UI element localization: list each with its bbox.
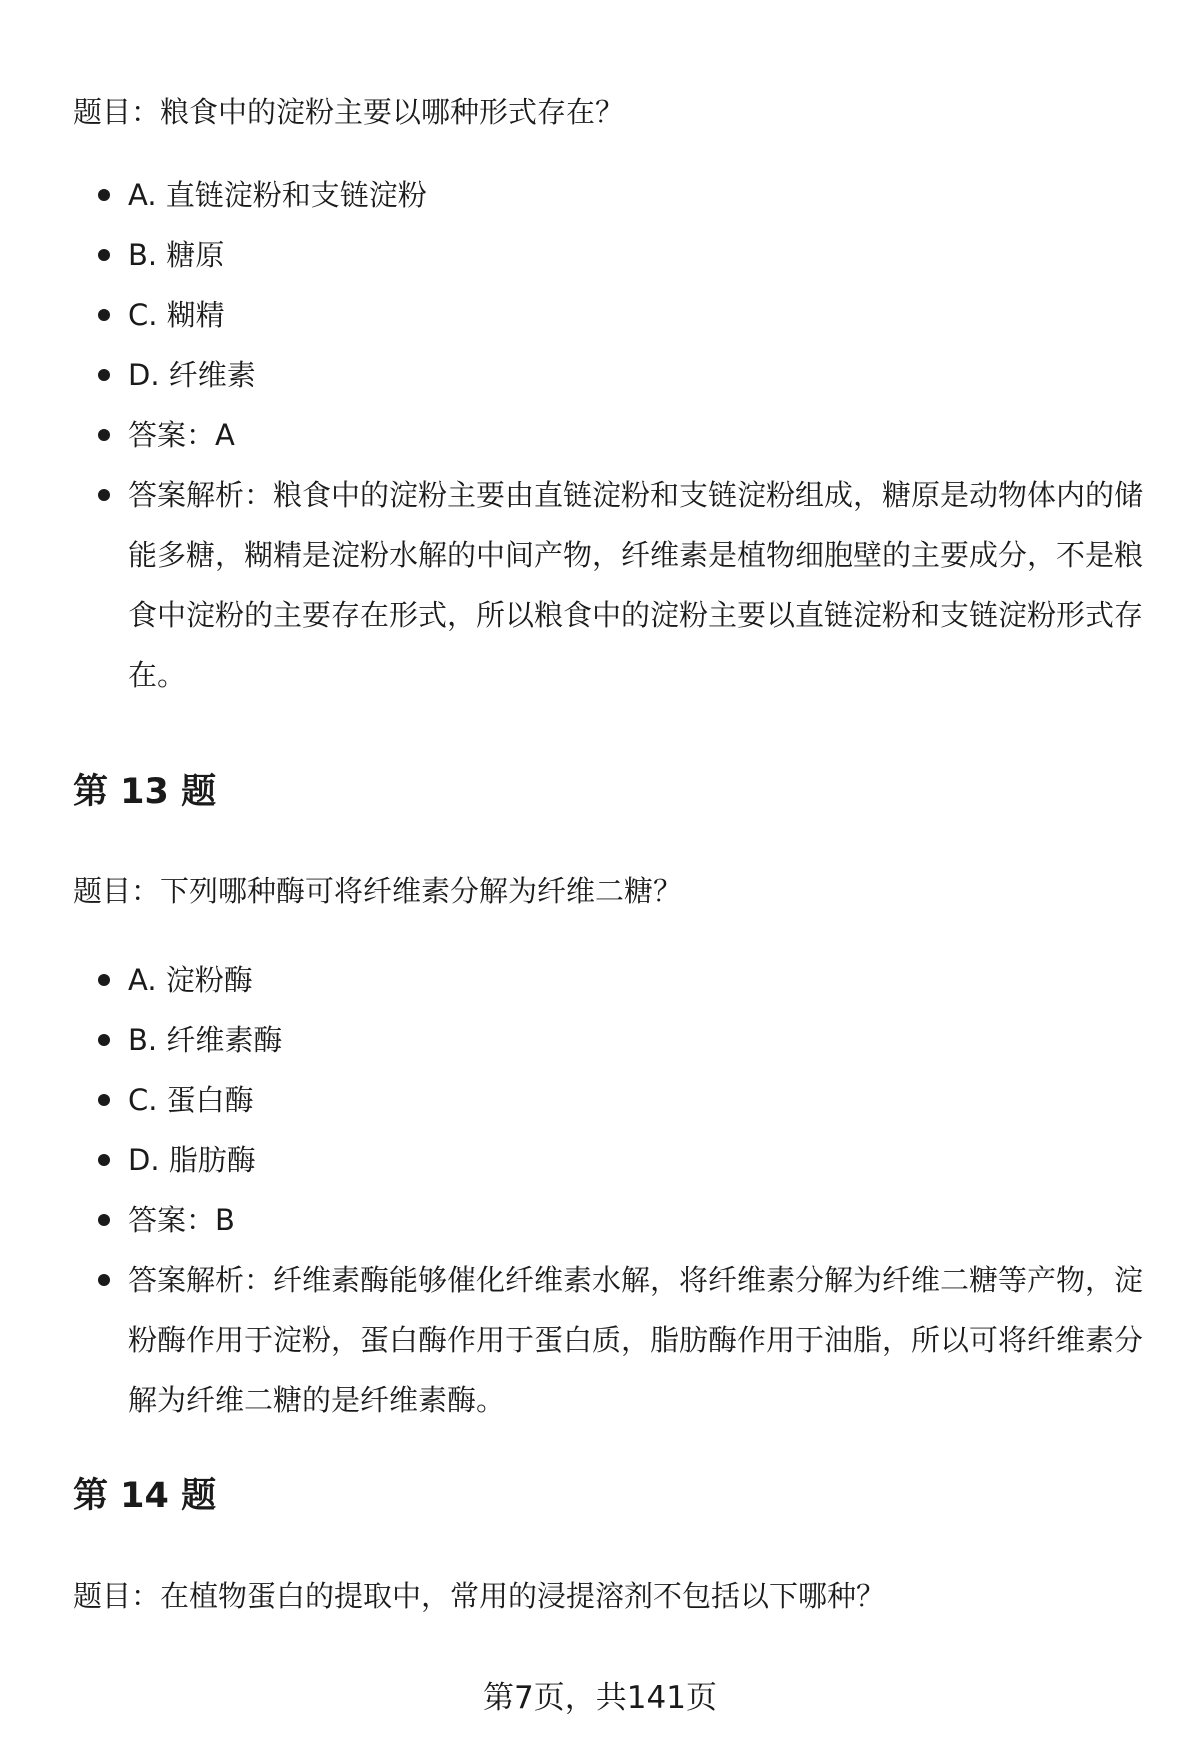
explanation-text: 答案解析：纤维素酶能够催化纤维素水解，将纤维素分解为纤维二糖等产物，淀粉酶作用于淀粉，蛋白酶作用于蛋白质，脂肪酶作用于油脂，所以可将纤维素分解为纤维二糖的是纤维素酶。 bbox=[128, 1263, 1144, 1417]
question-13-option-d bbox=[0, 1130, 1148, 1190]
option-label: A. 淀粉酶 bbox=[128, 963, 253, 997]
question-12-answer bbox=[0, 405, 1148, 465]
bullet-icon bbox=[98, 1214, 110, 1226]
question-12-explanation bbox=[0, 465, 1148, 705]
bullet-icon bbox=[98, 249, 110, 261]
question-12-option-d bbox=[0, 345, 1148, 405]
bullet-icon bbox=[98, 429, 110, 441]
question-12-options bbox=[0, 165, 1148, 705]
answer-label: 答案：A bbox=[128, 418, 235, 452]
bullet-icon bbox=[98, 189, 110, 201]
bullet-icon bbox=[98, 489, 110, 501]
bullet-icon bbox=[98, 974, 110, 986]
bullet-icon bbox=[98, 369, 110, 381]
option-label: B. 糖原 bbox=[128, 238, 225, 272]
question-14-heading: 第 14 题 bbox=[73, 1476, 217, 1516]
option-label: A. 直链淀粉和支链淀粉 bbox=[128, 178, 427, 212]
bullet-icon bbox=[98, 1154, 110, 1166]
question-14-text: 题目：在植物蛋白的提取中，常用的浸提溶剂不包括以下哪种？ bbox=[73, 1579, 886, 1613]
option-label: D. 纤维素 bbox=[128, 358, 256, 392]
explanation-text: 答案解析：粮食中的淀粉主要由直链淀粉和支链淀粉组成，糖原是动物体内的储能多糖，糊精是淀粉水解的中间产物，纤维素是植物细胞壁的主要成分，不是粮食中淀粉的主要存在形式，所以粮食中的淀粉主要以直链淀粉和支链淀粉形式存在。 bbox=[128, 478, 1144, 692]
bullet-icon bbox=[98, 309, 110, 321]
page-number-footer: 第7页，共141页 bbox=[483, 1680, 717, 1716]
option-label: C. 蛋白酶 bbox=[128, 1083, 254, 1117]
question-13-options bbox=[0, 950, 1148, 1430]
answer-label: 答案：B bbox=[128, 1203, 235, 1237]
question-13-option-b bbox=[0, 1010, 1148, 1070]
question-13-heading: 第 13 题 bbox=[73, 772, 217, 812]
question-13-option-c bbox=[0, 1070, 1148, 1130]
question-12-option-a bbox=[0, 165, 1148, 225]
option-label: C. 糊精 bbox=[128, 298, 225, 332]
option-label: D. 脂肪酶 bbox=[128, 1143, 256, 1177]
question-13-explanation bbox=[0, 1250, 1148, 1430]
question-12-option-c bbox=[0, 285, 1148, 345]
question-12-text: 题目：粮食中的淀粉主要以哪种形式存在？ bbox=[73, 95, 625, 129]
question-13-answer bbox=[0, 1190, 1148, 1250]
question-12-option-b bbox=[0, 225, 1148, 285]
question-13-option-a bbox=[0, 950, 1148, 1010]
option-label: B. 纤维素酶 bbox=[128, 1023, 283, 1057]
bullet-icon bbox=[98, 1094, 110, 1106]
bullet-icon bbox=[98, 1034, 110, 1046]
question-13-text: 题目：下列哪种酶可将纤维素分解为纤维二糖？ bbox=[73, 874, 683, 908]
bullet-icon bbox=[98, 1274, 110, 1286]
